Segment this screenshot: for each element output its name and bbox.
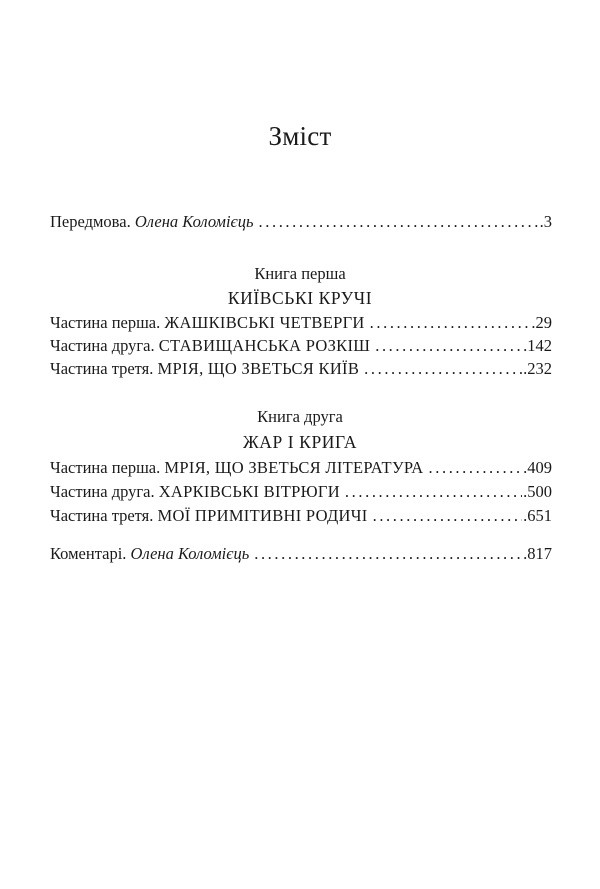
toc-entry-page: .409 — [523, 458, 552, 477]
toc-entry-author: Олена Коломієць — [130, 544, 250, 563]
toc-entry-label: Частина третя. МОЇ ПРИМІТИВНІ РОДИЧІ — [50, 506, 368, 525]
toc-entry-comments[interactable] — [50, 543, 552, 565]
toc-entry-page: .817 — [523, 544, 552, 563]
dot-leader — [259, 211, 539, 233]
book-heading: Книга перша — [254, 264, 346, 283]
dot-leader — [254, 543, 522, 565]
toc-entry-part[interactable] — [50, 481, 552, 503]
toc-entry-part[interactable] — [50, 312, 552, 334]
toc-entry-label: Передмова. Олена Коломієць — [50, 212, 254, 231]
book-title: КИЇВСЬКІ КРУЧІ — [227, 288, 373, 308]
toc-entry-label: Частина друга. СТАВИЩАНСЬКА РОЗКІШ — [50, 336, 371, 355]
dot-leader — [373, 505, 523, 527]
toc-entry-intro[interactable] — [50, 211, 552, 233]
toc-entry-part[interactable] — [50, 358, 552, 380]
toc-entry-page: .142 — [523, 336, 552, 355]
toc-entry-label: Частина третя. МРІЯ, ЩО ЗВЕТЬСЯ КИЇВ — [50, 359, 360, 378]
toc-entry-part[interactable] — [50, 505, 552, 527]
toc-entry-part[interactable] — [50, 335, 552, 357]
dot-leader — [364, 358, 522, 380]
toc-entry-page: .651 — [523, 506, 552, 525]
toc-entry-page: .3 — [539, 212, 552, 231]
toc-entry-page: .29 — [531, 313, 552, 332]
toc-entry-label: Частина перша. МРІЯ, ЩО ЗВЕТЬСЯ ЛІТЕРАТУРА — [50, 458, 424, 477]
toc-entry-part[interactable] — [50, 457, 552, 479]
toc-entry-page: .500 — [523, 482, 552, 501]
page-title: Зміст — [268, 121, 332, 151]
dot-leader — [429, 457, 523, 479]
toc-entry-label: Частина друга. ХАРКІВСЬКІ ВІТРЮГИ — [50, 482, 340, 501]
toc-entry-page: .232 — [523, 359, 552, 378]
dot-leader — [345, 481, 522, 503]
toc-entry-label: Частина перша. ЖАШКІВСЬКІ ЧЕТВЕРГИ — [50, 313, 365, 332]
book-title: ЖАР І КРИГА — [242, 432, 358, 452]
toc-entry-label: Коментарі. Олена Коломієць — [50, 544, 250, 563]
book-heading: Книга друга — [257, 407, 343, 426]
dot-leader — [370, 312, 531, 334]
dot-leader — [375, 335, 522, 357]
toc-entry-author: Олена Коломієць — [134, 212, 254, 231]
